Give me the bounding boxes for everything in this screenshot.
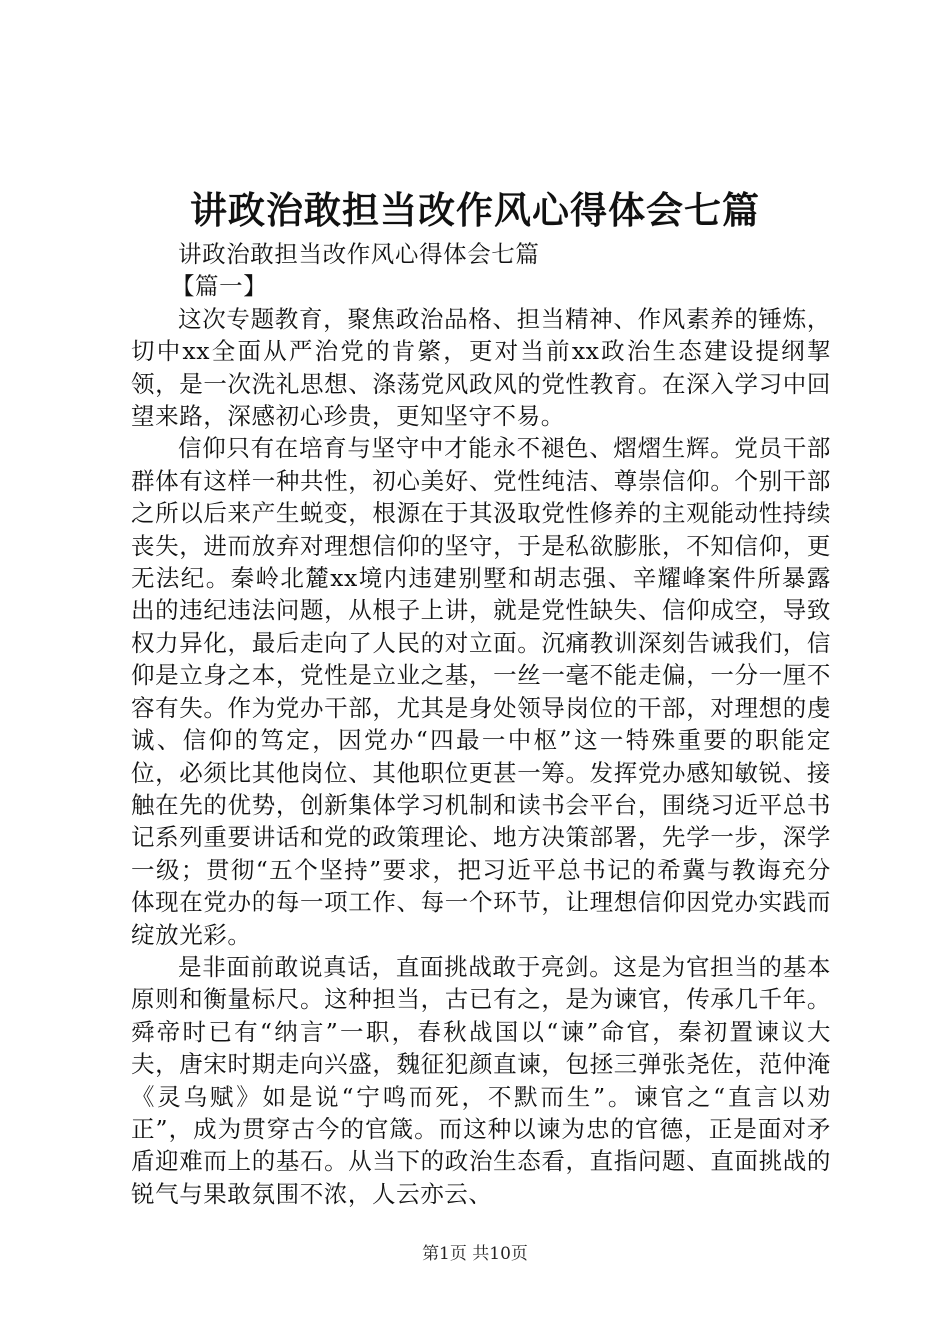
body-paragraph: 这次专题教育，聚焦政治品格、担当精神、作风素养的锤炼，切中xx全面从严治党的肯綮，更对当前xx政治生态建设提纲挈领，是一次洗礼思想、涤荡党风政风的党性教育。在深入学习中回望来路，深感初心珍贵，更知坚守不易。 <box>131 304 831 431</box>
document-title: 讲政治敢担当改作风心得体会七篇 <box>190 188 760 232</box>
page-footer: 第1页 共10页 <box>422 1244 528 1264</box>
document-subtitle: 讲政治敢担当改作风心得体会七篇 <box>178 240 540 268</box>
section-label: 【篇一】 <box>170 272 268 301</box>
body-paragraph: 是非面前敢说真话，直面挑战敢于亮剑。这是为官担当的基本原则和衡量标尺。这种担当，古已有之，是为谏官，传承几千年。舜帝时已有“纳言”一职，春秋战国以“谏”命官，秦初置谏议大夫，唐宋时期走向兴盛，魏征犯颜直谏，包拯三弹张尧佐，范仲淹《灵乌赋》如是说“宁鸣而死，不默而生”。谏官之“直言以劝正”，成为贯穿古今的官箴。而这种以谏为忠的官德，正是面对矛盾迎难而上的基石。从当下的政治生态看，直指问题、直面挑战的锐气与果敢氛围不浓，人云亦云、 <box>131 952 831 1208</box>
body-paragraph: 信仰只有在培育与坚守中才能永不褪色、熠熠生辉。党员干部群体有这样一种共性，初心美好、党性纯洁、尊崇信仰。个别干部之所以后来产生蜕变，根源在于其汲取党性修养的主观能动性持续丧失，进而放弃对理想信仰的坚守，于是私欲膨胀，不知信仰，更无法纪。秦岭北麓xx境内违建别墅和胡志强、辛耀峰案件所暴露出的违纪违法问题，从根子上讲，就是党性缺失、信仰成空，导致权力异化，最后走向了人民的对立面。沉痛教训深刻告诫我们，信仰是立身之本，党性是立业之基，一丝一毫不能走偏，一分一厘不容有失。作为党办干部，尤其是身处领导岗位的干部，对理想的虔诚、信仰的笃定，因党办“四最一中枢”这一特殊重要的职能定位，必须比其他岗位、其他职位更甚一筹。发挥党办感知敏锐、接触在先的优势，创新集体学习机制和读书会平台，围绕习近平总书记系列重要讲话和党的政策理论、地方决策部署，先学一步，深学一级；贯彻“五个坚持”要求，把习近平总书记的希冀与教诲充分体现在党办的每一项工作、每一个环节，让理想信仰因党办实践而绽放光彩。 <box>131 434 831 949</box>
document-body <box>131 238 831 1210</box>
